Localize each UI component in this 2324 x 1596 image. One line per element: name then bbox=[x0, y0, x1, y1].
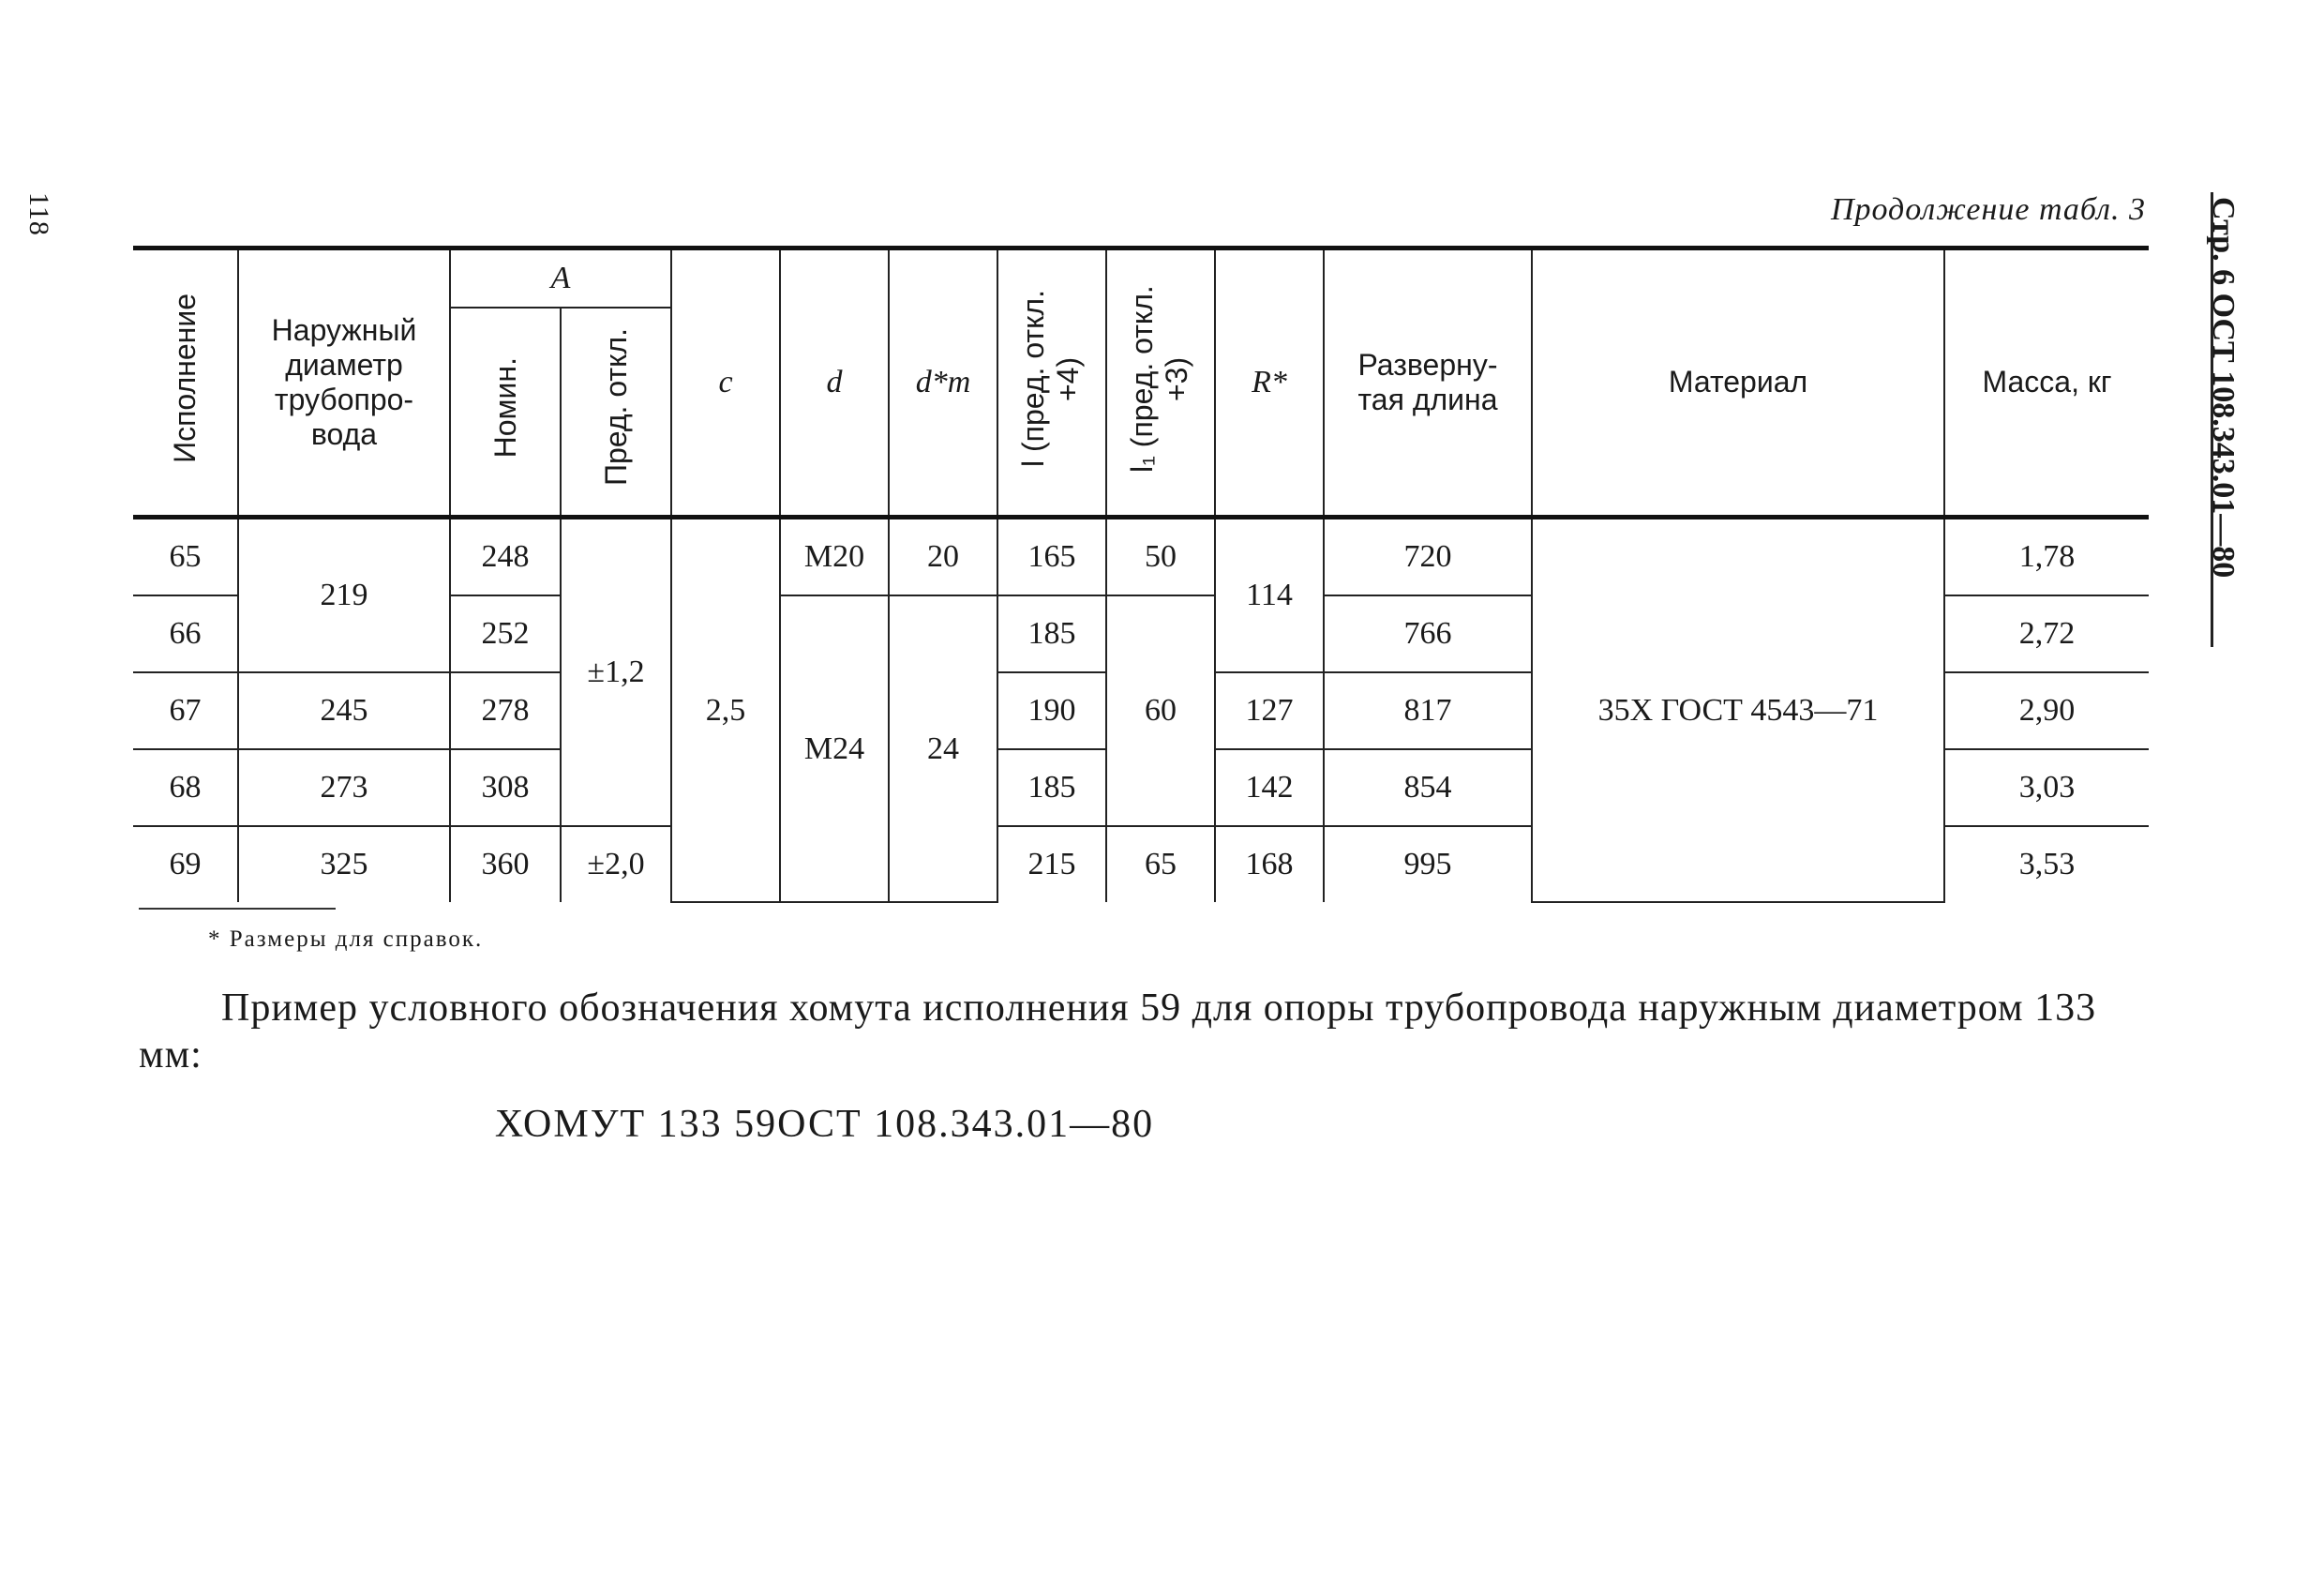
cell-outer-diameter: 219 bbox=[238, 518, 450, 673]
header-A: A bbox=[450, 248, 671, 309]
header-A-deviation: Пред. откл. bbox=[561, 308, 671, 518]
cell-outer-diameter: 325 bbox=[238, 826, 450, 902]
cell-l1: 50 bbox=[1106, 518, 1215, 596]
page-number: 118 bbox=[23, 192, 54, 236]
cell-developed-length: 995 bbox=[1324, 826, 1532, 902]
cell-R: 142 bbox=[1215, 749, 1324, 826]
header-R: R* bbox=[1215, 248, 1324, 518]
cell-l: 165 bbox=[997, 518, 1106, 596]
header-variant: Исполнение bbox=[133, 248, 238, 518]
cell-mass: 3,03 bbox=[1944, 749, 2149, 826]
footnote: * Размеры для справок. bbox=[208, 926, 484, 952]
cell-A-nominal: 360 bbox=[450, 826, 561, 902]
cell-developed-length: 720 bbox=[1324, 518, 1532, 596]
cell-A-deviation: ±2,0 bbox=[561, 826, 671, 902]
header-A-nominal: Номин. bbox=[450, 308, 561, 518]
cell-variant: 69 bbox=[133, 826, 238, 902]
cell-material: 35Х ГОСТ 4543—71 bbox=[1532, 518, 1944, 903]
footnote-rule bbox=[139, 908, 336, 910]
cell-dT: 20 bbox=[889, 518, 997, 596]
cell-A-nominal: 308 bbox=[450, 749, 561, 826]
cell-A-nominal: 252 bbox=[450, 595, 561, 672]
header-c: c bbox=[671, 248, 780, 518]
header-l: l (пред. откл. +4) bbox=[997, 248, 1106, 518]
cell-variant: 67 bbox=[133, 672, 238, 749]
header-d: d bbox=[780, 248, 889, 518]
cell-l: 190 bbox=[997, 672, 1106, 749]
header-developed-length: Разверну-тая длина bbox=[1324, 248, 1532, 518]
cell-developed-length: 817 bbox=[1324, 672, 1532, 749]
cell-R: 127 bbox=[1215, 672, 1324, 749]
header-outer-diameter: Наружный диаметр трубопро-вода bbox=[238, 248, 450, 518]
header-l1: l₁ (пред. откл. +3) bbox=[1106, 248, 1215, 518]
cell-l: 185 bbox=[997, 595, 1106, 672]
cell-outer-diameter: 273 bbox=[238, 749, 450, 826]
header-mass: Масса, кг bbox=[1944, 248, 2149, 518]
cell-mass: 3,53 bbox=[1944, 826, 2149, 902]
cell-l: 185 bbox=[997, 749, 1106, 826]
cell-l1: 60 bbox=[1106, 595, 1215, 826]
cell-variant: 65 bbox=[133, 518, 238, 596]
cell-variant: 66 bbox=[133, 595, 238, 672]
designation-example: ХОМУТ 133 59ОСТ 108.343.01—80 bbox=[494, 1103, 1155, 1146]
cell-outer-diameter: 245 bbox=[238, 672, 450, 749]
cell-R: 114 bbox=[1215, 518, 1324, 673]
cell-developed-length: 854 bbox=[1324, 749, 1532, 826]
cell-mass: 1,78 bbox=[1944, 518, 2149, 596]
header-material: Материал bbox=[1532, 248, 1944, 518]
table-continuation-label: Продолжение табл. 3 bbox=[1830, 192, 2146, 227]
cell-l1: 65 bbox=[1106, 826, 1215, 902]
side-standard-code: Стр. 6 ОСТ 108.343.01—80 bbox=[2206, 197, 2241, 579]
cell-A-deviation: ±1,2 bbox=[561, 518, 671, 827]
header-dT: d*т bbox=[889, 248, 997, 518]
cell-d: M20 bbox=[780, 518, 889, 596]
table-row bbox=[133, 518, 2149, 596]
cell-mass: 2,72 bbox=[1944, 595, 2149, 672]
cell-A-nominal: 248 bbox=[450, 518, 561, 596]
cell-c: 2,5 bbox=[671, 518, 780, 903]
cell-variant: 68 bbox=[133, 749, 238, 826]
example-paragraph: Пример условного обозначения хомута исполнения 59 для опоры трубопровода наружным диаметром 133 мм: bbox=[139, 986, 2097, 1077]
cell-d: M24 bbox=[780, 595, 889, 902]
cell-l: 215 bbox=[997, 826, 1106, 902]
cell-mass: 2,90 bbox=[1944, 672, 2149, 749]
cell-dT: 24 bbox=[889, 595, 997, 902]
cell-R: 168 bbox=[1215, 826, 1324, 902]
spec-table bbox=[133, 246, 2149, 903]
cell-A-nominal: 278 bbox=[450, 672, 561, 749]
cell-developed-length: 766 bbox=[1324, 595, 1532, 672]
